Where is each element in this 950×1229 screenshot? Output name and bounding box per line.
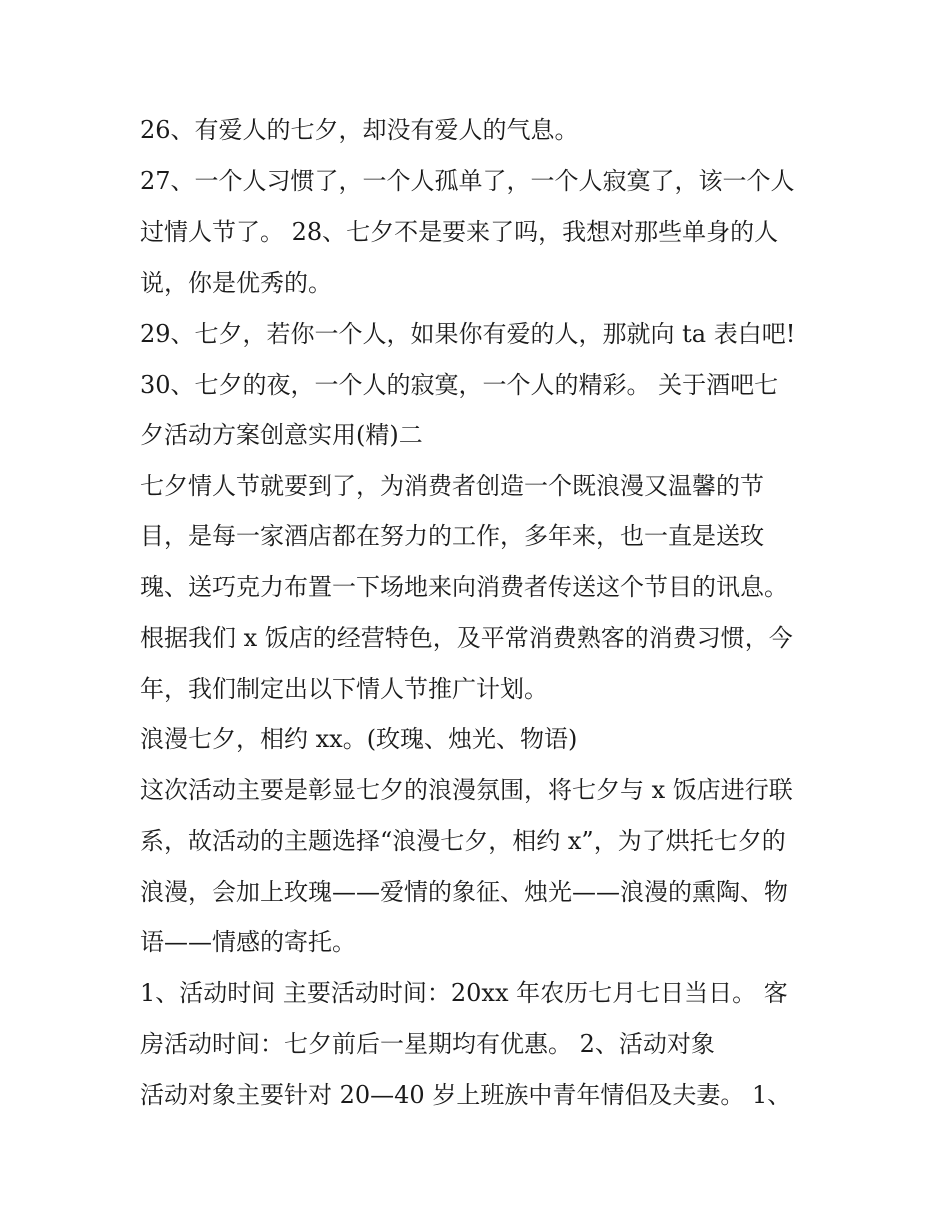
text-line: 目，是每一家酒店都在努力的工作，多年来，也一直是送玫 — [140, 522, 764, 550]
text-line: 29、七夕，若你一个人，如果你有爱的人，那就向 ta 表白吧! — [140, 320, 796, 348]
text-line: 27、一个人习惯了，一个人孤单了，一个人寂寞了，该一个人 — [140, 167, 795, 195]
text-line: 夕活动方案创意实用(精)二 — [140, 421, 423, 449]
text-line: 26、有爱人的七夕，却没有爱人的气息。 — [140, 116, 579, 144]
text-line: 活动对象主要针对 20—40 岁上班族中青年情侣及夫妻。 1、 — [140, 1081, 792, 1109]
text-line: 1、活动时间 主要活动时间：20xx 年农历七月七日当日。 客 — [140, 979, 788, 1007]
text-line: 七夕情人节就要到了，为消费者创造一个既浪漫又温馨的节 — [140, 472, 764, 500]
text-line: 瑰、送巧克力布置一下场地来向消费者传送这个节目的讯息。 — [140, 573, 788, 601]
text-line: 过情人节了。 28、七夕不是要来了吗，我想对那些单身的人 — [140, 218, 779, 246]
text-line: 浪漫，会加上玫瑰——爱情的象征、烛光——浪漫的熏陶、物 — [140, 878, 788, 906]
text-line: 语——情感的寄托。 — [140, 928, 356, 956]
text-line: 30、七夕的夜，一个人的寂寞，一个人的精彩。 关于酒吧七 — [140, 371, 779, 399]
text-line: 房活动时间：七夕前后一星期均有优惠。 2、活动对象 — [140, 1030, 715, 1058]
text-line: 浪漫七夕，相约 xx。(玫瑰、烛光、物语) — [140, 725, 578, 753]
text-line: 系，故活动的主题选择“浪漫七夕，相约 x”，为了烘托七夕的 — [140, 827, 786, 855]
text-line: 根据我们 x 饭店的经营特色，及平常消费熟客的消费习惯，今 — [140, 624, 793, 652]
text-line: 说，你是优秀的。 — [140, 269, 332, 297]
text-line: 这次活动主要是彰显七夕的浪漫氛围，将七夕与 x 饭店进行联 — [140, 776, 793, 804]
text-line: 年，我们制定出以下情人节推广计划。 — [140, 675, 548, 703]
